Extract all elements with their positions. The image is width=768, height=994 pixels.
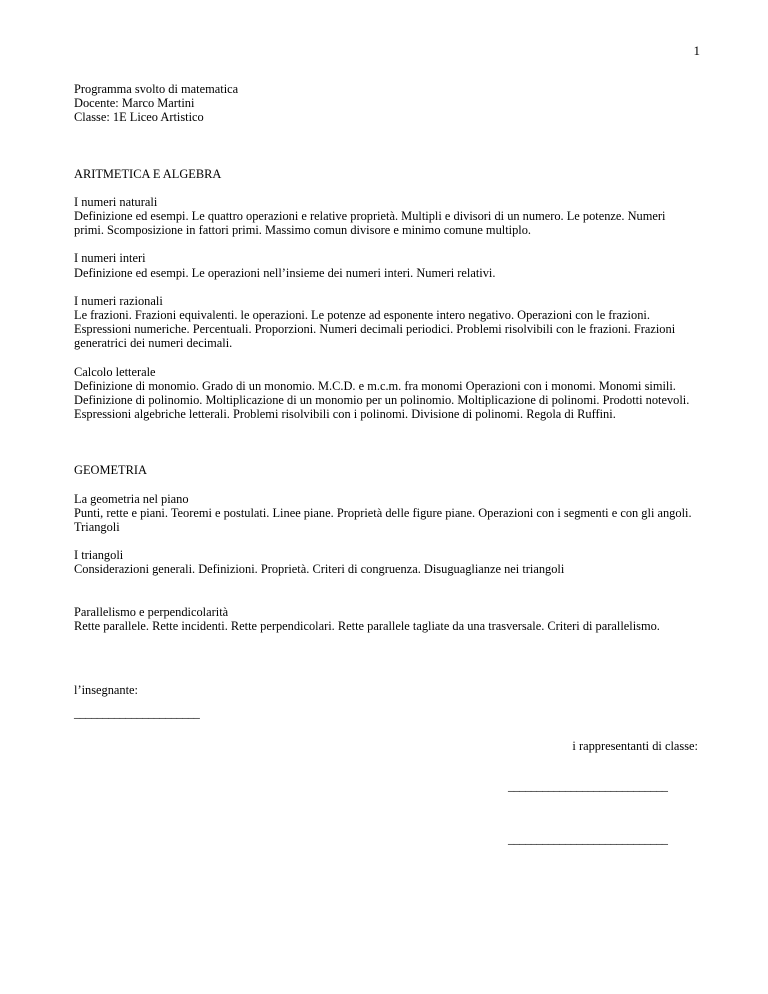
topic-title: I numeri interi: [74, 251, 146, 266]
topic-title: I numeri naturali: [74, 194, 158, 209]
topic-title: Parallelismo e perpendicolarità: [74, 604, 229, 619]
teacher-signature-line: ______________________: [74, 706, 200, 720]
page-number: 1: [693, 43, 700, 58]
section-title-geometria: GEOMETRIA: [74, 463, 147, 478]
topic-text: Rette parallele. Rette incidenti. Rette perpendicolari. Rette parallele tagliate da una trasversale. Criteri di parallelismo.: [74, 618, 660, 633]
topic-title: Calcolo letterale: [74, 364, 156, 379]
representatives-signature-label: i rappresentanti di classe:: [572, 739, 698, 753]
topic-text: Definizione ed esempi. Le quattro operazioni e relative proprietà. Multipli e divisori di un numero. Le potenze. Numeri primi. Scomposizione in fattori primi. Massimo comun divisore e minimo comune multiplo.: [74, 209, 666, 238]
header-class: Classe: 1E Liceo Artistico: [74, 110, 204, 125]
topic-title: La geometria nel piano: [74, 491, 189, 506]
teacher-signature-label: l’insegnante:: [74, 683, 138, 697]
section-title-aritmetica: ARITMETICA E ALGEBRA: [74, 166, 222, 181]
topic-numeri-interi: [74, 251, 694, 279]
topic-geometria-piano: [74, 492, 694, 535]
document-body: [74, 82, 694, 633]
section-aritmetica: [74, 167, 694, 422]
section-geometria: [74, 463, 694, 633]
topic-title: I triangoli: [74, 548, 124, 563]
representative-signature-line-1: ____________________________: [508, 779, 668, 793]
topic-numeri-razionali: [74, 294, 694, 351]
topic-text: Definizione di monomio. Grado di un monomio. M.C.D. e m.c.m. fra monomi Operazioni con i monomi. Monomi simili. Definizione di polinomio. Moltiplicazione di un monomio per un polinomio. Moltiplicazione di polinomi. Prodotti notevoli. Espressioni algebriche letterali. Problemi risolvibili con i polinomi. Divisione di polinomi. Regola di Ruffini.: [74, 378, 690, 422]
topic-text: Le frazioni. Frazioni equivalenti. le operazioni. Le potenze ad esponente intero negativo. Operazioni con le frazioni. Espressioni numeriche. Percentuali. Proporzioni. Numeri decimali periodici. Problemi risolvibili con le frazioni. Frazioni generatrici dei numeri decimali.: [74, 308, 676, 351]
header-title: Programma svolto di matematica: [74, 82, 239, 96]
header-teacher: Docente: Marco Martini: [74, 96, 195, 111]
topic-numeri-naturali: [74, 195, 694, 238]
representative-signature-line-2: ____________________________: [508, 832, 668, 846]
topic-title: I numeri razionali: [74, 293, 163, 308]
topic-calcolo-letterale: [74, 365, 694, 422]
topic-text: Considerazioni generali. Definizioni. Proprietà. Criteri di congruenza. Disuguaglianze nei triangoli: [74, 562, 565, 577]
topic-text: Definizione ed esempi. Le operazioni nell’insieme dei numeri interi. Numeri relativi.: [74, 265, 496, 280]
topic-triangoli: [74, 548, 694, 576]
topic-parallelismo: [74, 605, 694, 633]
topic-text: Punti, rette e piani. Teoremi e postulati. Linee piane. Proprietà delle figure piane. Operazioni con i segmenti e con gli angoli. Triangoli: [74, 505, 692, 535]
document-header: [74, 82, 694, 125]
